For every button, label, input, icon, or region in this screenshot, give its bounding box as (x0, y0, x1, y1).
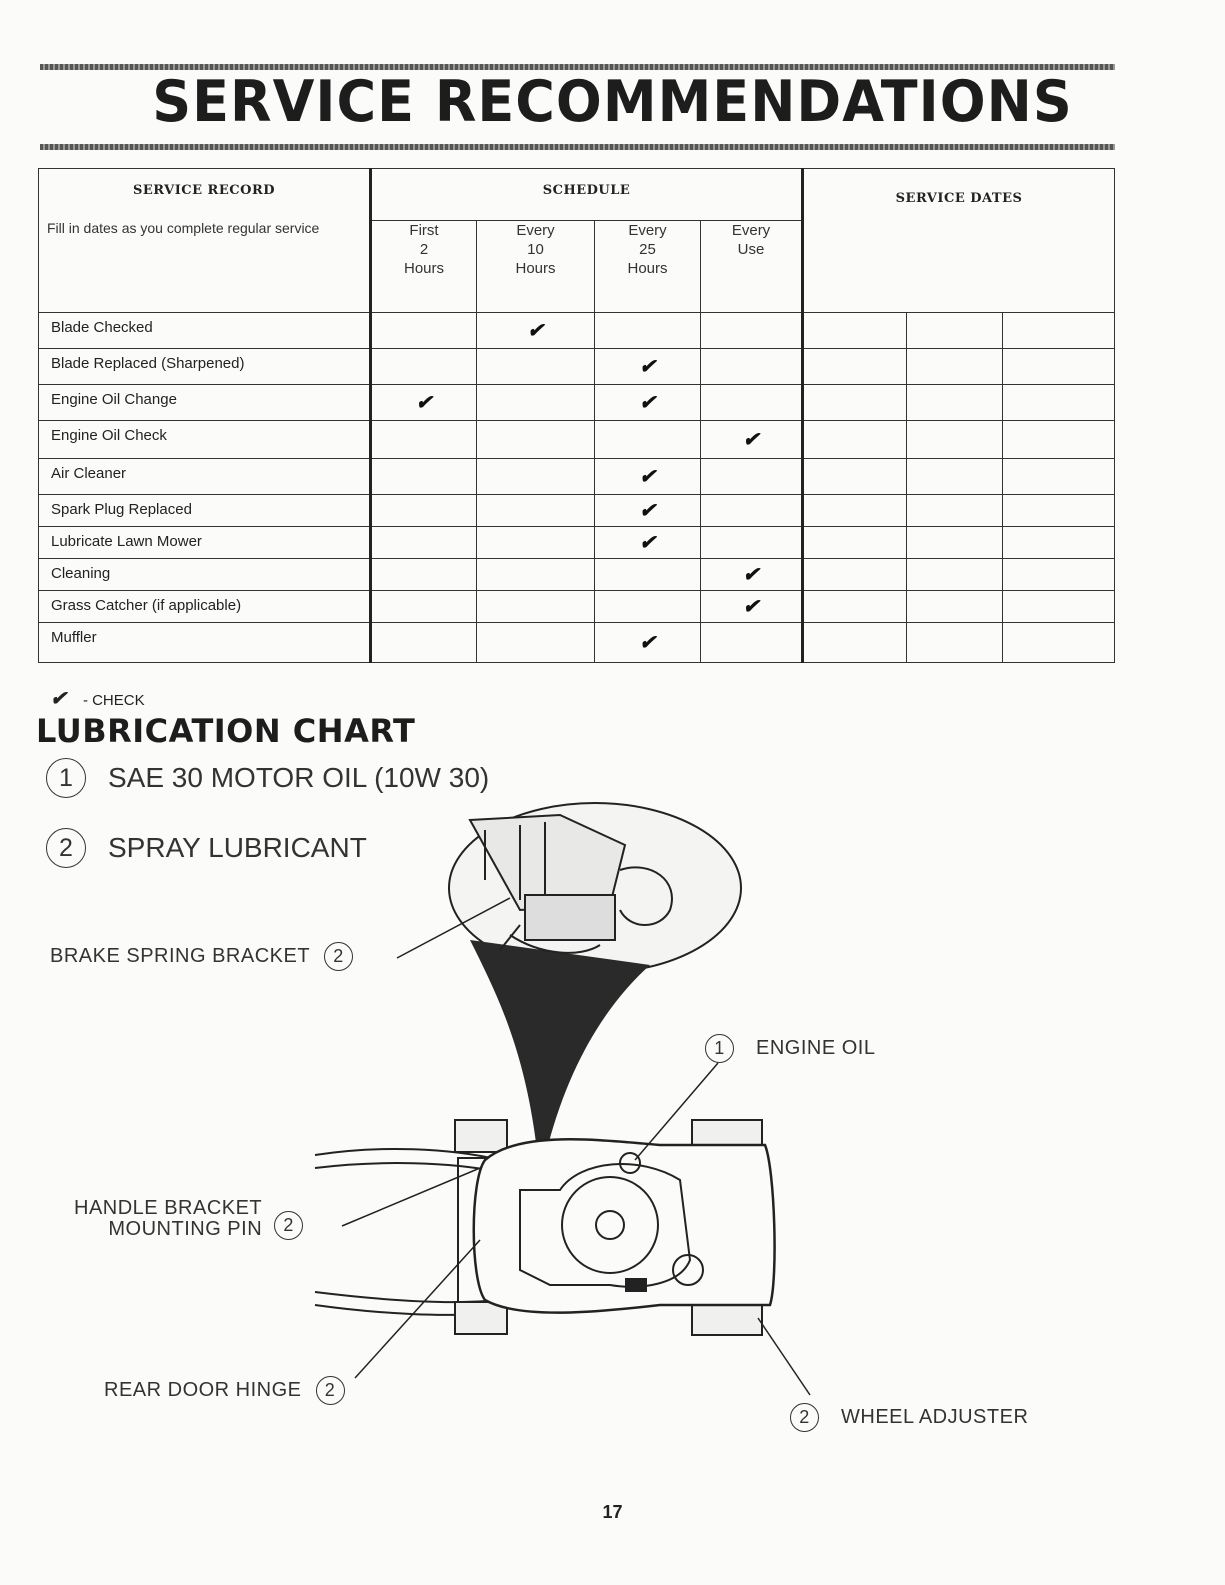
interval-line1: Every (628, 222, 667, 239)
interval-line1: Every (731, 222, 771, 239)
check-mark-icon: ✔ (415, 392, 433, 414)
callout-text: REAR DOOR HINGE (104, 1379, 302, 1401)
interval-line2: 10 (527, 241, 544, 258)
number-circle: 1 (705, 1034, 734, 1063)
lube-item-text: SPRAY LUBRICANT (108, 832, 367, 863)
callout-brake-spring (50, 942, 353, 971)
check-mark-icon: ✔ (639, 356, 656, 378)
number-circle: 2 (46, 828, 86, 868)
service-record-header: SERVICE RECORD (132, 183, 276, 198)
callout-text: ENGINE OIL (756, 1037, 876, 1059)
handle-lower (315, 1292, 500, 1302)
callout-rear-door (104, 1376, 345, 1405)
task-label: Blade Replaced (Sharpened) (39, 349, 371, 385)
fill-note: Fill in dates as you complete regular service (47, 220, 320, 236)
callout-text: WHEEL ADJUSTER (841, 1406, 1029, 1428)
schedule-header: SCHEDULE (542, 183, 631, 198)
lube-item-text: SAE 30 MOTOR OIL (10W 30) (108, 762, 490, 793)
interval-line1: Every (516, 222, 555, 239)
task-label: Engine Oil Change (39, 385, 371, 421)
task-label: Muffler (39, 623, 371, 663)
interval-line2: 2 (419, 241, 429, 258)
number-circle: 2 (324, 942, 353, 971)
callout-text: BRAKE SPRING BRACKET (50, 945, 311, 967)
task-label: Spark Plug Replaced (39, 495, 371, 527)
check-mark-icon: ✔ (527, 320, 544, 342)
task-label: Blade Checked (39, 313, 371, 349)
callout-engine-oil (705, 1034, 875, 1063)
service-dates-header: SERVICE DATES (895, 191, 1023, 206)
check-mark-icon: ✔ (742, 429, 760, 451)
number-circle: 1 (46, 758, 86, 798)
task-label: Grass Catcher (if applicable) (39, 591, 371, 623)
callout-text-line2: MOUNTING PIN (108, 1218, 263, 1240)
check-mark-icon: ✔ (639, 532, 656, 554)
interval-line2: 25 (639, 241, 656, 258)
check-mark-icon: ✔ (639, 466, 656, 488)
task-label: Cleaning (39, 559, 371, 591)
wheel-front-right (692, 1305, 762, 1335)
task-label: Air Cleaner (39, 459, 371, 495)
page-number: 17 (602, 1502, 623, 1522)
number-circle: 2 (790, 1403, 819, 1432)
callout-handle-bracket (74, 1198, 303, 1240)
interval-line1: First (409, 222, 439, 239)
task-label: Engine Oil Check (39, 421, 371, 459)
check-mark-icon: ✔ (639, 392, 656, 414)
wheel-rear-left (455, 1120, 507, 1152)
interval-line2: Use (737, 241, 765, 258)
interval-line3: Hours (627, 260, 668, 277)
check-legend-text: - CHECK (82, 692, 145, 709)
check-mark-icon: ✔ (50, 688, 67, 710)
lubrication-title: LUBRICATION CHART (36, 712, 416, 750)
task-label: Lubricate Lawn Mower (39, 527, 371, 559)
number-circle: 2 (316, 1376, 345, 1405)
interval-line3: Hours (515, 260, 556, 277)
interval-line3: Hours (403, 260, 444, 277)
number-circle: 2 (274, 1211, 303, 1240)
check-mark-icon: ✔ (639, 500, 656, 522)
check-mark-icon: ✔ (742, 596, 760, 618)
check-mark-icon: ✔ (742, 564, 760, 586)
callout-wheel-adjuster (790, 1403, 1028, 1432)
page-title: SERVICE RECOMMENDATIONS (152, 68, 1073, 135)
check-mark-icon: ✔ (639, 632, 656, 654)
callout-text-line1: HANDLE BRACKET (74, 1197, 263, 1219)
